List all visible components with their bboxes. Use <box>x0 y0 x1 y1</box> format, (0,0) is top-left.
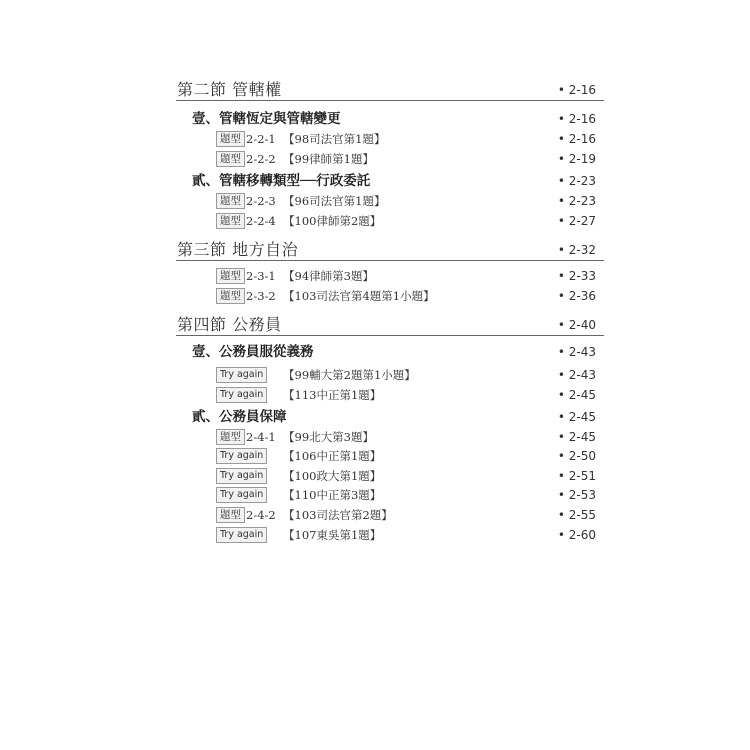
toc-entry-row[interactable] <box>0 149 750 169</box>
page-number: • 2-43 <box>557 368 596 382</box>
toc-entry-row[interactable] <box>0 286 750 306</box>
entry-source: 【106中正第1題】 <box>283 449 382 463</box>
entry-source: 【100律師第2題】 <box>283 214 382 228</box>
entry-code: 2-4-2 <box>246 508 276 522</box>
toc-entry-row[interactable] <box>0 466 750 486</box>
heading-title: 壹、管轄恆定與管轄變更 <box>192 111 341 127</box>
page-number: • 2-16 <box>557 112 596 126</box>
entry-code: 2-2-1 <box>246 132 276 146</box>
try-again-badge: Try again <box>216 487 267 503</box>
page-number: • 2-60 <box>557 528 596 542</box>
heading-title: 壹、公務員服從義務 <box>192 344 314 360</box>
page-number: • 2-16 <box>557 83 596 97</box>
toc-section-row[interactable] <box>0 240 750 260</box>
entry-code: 2-3-1 <box>246 269 276 283</box>
toc-heading-row[interactable] <box>0 342 750 362</box>
entry-source: 【103司法官第2題】 <box>283 508 393 522</box>
question-type-badge: 題型 <box>216 131 245 147</box>
entry-source: 【98司法官第1題】 <box>283 132 386 146</box>
toc-entry-row[interactable] <box>0 505 750 525</box>
page-number: • 2-50 <box>557 449 596 463</box>
toc-heading-row[interactable] <box>0 171 750 191</box>
page-number: • 2-45 <box>557 410 596 424</box>
entry-source: 【99輔大第2題第1小題】 <box>283 368 416 382</box>
try-again-badge: Try again <box>216 387 267 403</box>
page-number: • 2-40 <box>557 318 596 332</box>
section-divider <box>176 100 604 101</box>
section-divider <box>176 335 604 336</box>
try-again-badge: Try again <box>216 527 267 543</box>
page-number: • 2-16 <box>557 132 596 146</box>
entry-source: 【96司法官第1題】 <box>283 194 386 208</box>
toc-entry-row[interactable] <box>0 211 750 231</box>
toc-entry-row[interactable] <box>0 446 750 466</box>
heading-title: 貳、管轄移轉類型──行政委託 <box>192 173 371 189</box>
entry-source: 【103司法官第4題第1小題】 <box>283 289 435 303</box>
toc-section-row[interactable] <box>0 315 750 335</box>
toc-entry-row[interactable] <box>0 191 750 211</box>
page-number: • 2-55 <box>557 508 596 522</box>
entry-code: 2-3-2 <box>246 289 276 303</box>
page-number: • 2-45 <box>557 430 596 444</box>
page-number: • 2-51 <box>557 469 596 483</box>
page-number: • 2-19 <box>557 152 596 166</box>
page-number: • 2-23 <box>557 174 596 188</box>
question-type-badge: 題型 <box>216 213 245 229</box>
entry-source: 【110中正第3題】 <box>283 488 382 502</box>
entry-source: 【99律師第1題】 <box>283 152 374 166</box>
section-title: 第二節 管轄權 <box>177 80 282 99</box>
question-type-badge: 題型 <box>216 288 245 304</box>
heading-title: 貳、公務員保障 <box>192 409 287 425</box>
page-number: • 2-36 <box>557 289 596 303</box>
page-number: • 2-43 <box>557 345 596 359</box>
entry-code: 2-2-4 <box>246 214 276 228</box>
section-title: 第四節 公務員 <box>177 315 282 334</box>
page-number: • 2-33 <box>557 269 596 283</box>
question-type-badge: 題型 <box>216 507 245 523</box>
try-again-badge: Try again <box>216 468 267 484</box>
toc-heading-row[interactable] <box>0 109 750 129</box>
page-number: • 2-53 <box>557 488 596 502</box>
entry-source: 【100政大第1題】 <box>283 469 382 483</box>
section-divider <box>176 260 604 261</box>
try-again-badge: Try again <box>216 448 267 464</box>
entry-code: 2-4-1 <box>246 430 276 444</box>
toc-entry-row[interactable] <box>0 427 750 447</box>
entry-code: 2-2-2 <box>246 152 276 166</box>
page-number: • 2-45 <box>557 388 596 402</box>
entry-source: 【94律師第3題】 <box>283 269 374 283</box>
entry-code: 2-2-3 <box>246 194 276 208</box>
try-again-badge: Try again <box>216 367 267 383</box>
toc-entry-row[interactable] <box>0 385 750 405</box>
toc-section-row[interactable] <box>0 80 750 100</box>
page-number: • 2-27 <box>557 214 596 228</box>
toc-heading-row[interactable] <box>0 407 750 427</box>
toc-entry-row[interactable] <box>0 525 750 545</box>
question-type-badge: 題型 <box>216 151 245 167</box>
section-title: 第三節 地方自治 <box>177 240 299 259</box>
entry-source: 【113中正第1題】 <box>283 388 382 402</box>
question-type-badge: 題型 <box>216 193 245 209</box>
page-number: • 2-32 <box>557 243 596 257</box>
toc-entry-row[interactable] <box>0 365 750 385</box>
question-type-badge: 題型 <box>216 268 245 284</box>
entry-source: 【107東吳第1題】 <box>283 528 382 542</box>
toc-entry-row[interactable] <box>0 129 750 149</box>
toc-entry-row[interactable] <box>0 485 750 505</box>
toc-entry-row[interactable] <box>0 266 750 286</box>
question-type-badge: 題型 <box>216 429 245 445</box>
page-number: • 2-23 <box>557 194 596 208</box>
entry-source: 【99北大第3題】 <box>283 430 374 444</box>
